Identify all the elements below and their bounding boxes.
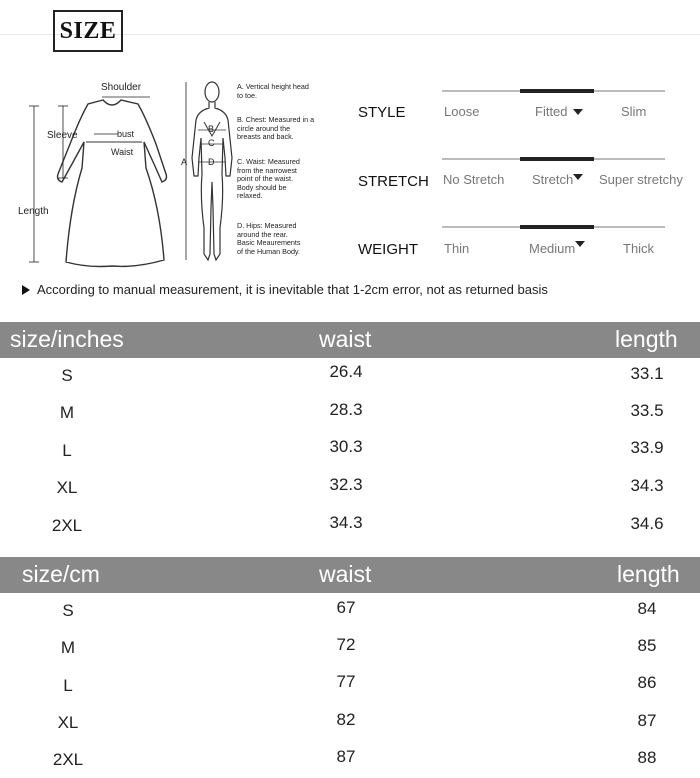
weight-caret-icon: [575, 241, 585, 247]
table-cell: 26.4: [329, 362, 363, 381]
weight-label: WEIGHT: [358, 241, 418, 258]
measurement-note-text: According to manual measurement, it is inevitable that 1-2cm error, not as returned basis: [37, 282, 548, 297]
table-cell: L: [63, 676, 73, 695]
table-cell: XL: [56, 478, 78, 497]
table-cell: 77: [336, 672, 356, 691]
note-d: D. Hips: Measured around the rear. Basic Meaurements of the Human Body.: [237, 221, 301, 256]
stretch-selected-bar: [520, 157, 594, 161]
table-cell: L: [62, 441, 72, 460]
table-cell: 87: [336, 747, 356, 766]
table-cell: M: [60, 638, 76, 657]
style-caret-icon: [573, 109, 583, 115]
table-cell: 67: [336, 598, 356, 617]
waist-label: Waist: [111, 147, 134, 157]
weight-option-medium: Medium: [529, 241, 576, 256]
inches-table-header: [0, 322, 700, 358]
table-cell: 32.3: [329, 475, 363, 494]
table-cell: 34.3: [329, 513, 363, 532]
body-figure: [180, 78, 236, 268]
inches-header-size: size/inches: [10, 326, 124, 352]
style-option-loose: Loose: [444, 104, 480, 119]
note-b: B. Chest: Measured in a circle around the breasts and back.: [237, 115, 315, 142]
table-cell: 2XL: [52, 750, 84, 769]
letter-b: B: [208, 124, 215, 134]
stretch-option-super: Super stretchy: [599, 172, 683, 187]
table-cell: S: [61, 366, 73, 385]
letter-c: C: [208, 138, 215, 148]
style-option-fitted: Fitted: [535, 104, 568, 119]
letter-a: A: [181, 157, 188, 167]
sleeve-label: Sleeve: [47, 130, 78, 141]
table-cell: 82: [336, 710, 356, 729]
table-cell: 30.3: [329, 437, 363, 456]
table-cell: 34.6: [630, 514, 664, 533]
stretch-option-no: No Stretch: [443, 172, 505, 187]
weight-option-thick: Thick: [623, 241, 655, 256]
table-cell: 85: [637, 636, 657, 655]
measurement-note: [22, 282, 548, 297]
style-option-slim: Slim: [621, 104, 647, 119]
stretch-option-stretch: Stretch: [532, 172, 574, 187]
inches-header-waist: waist: [319, 326, 372, 352]
weight-selected-bar: [520, 225, 594, 229]
table-cell: 28.3: [329, 400, 363, 419]
style-label: STYLE: [358, 104, 406, 121]
table-cell: S: [62, 601, 74, 620]
dress-diagram: [26, 78, 176, 270]
shoulder-label: Shoulder: [101, 82, 142, 93]
table-cell: 86: [637, 673, 657, 692]
table-cell: 72: [336, 635, 356, 654]
cm-header-size: size/cm: [22, 561, 100, 587]
weight-option-thin: Thin: [444, 241, 470, 256]
note-c: C. Waist: Measured from the narrowest point of the waist. Body should be relaxed.: [237, 157, 300, 201]
table-cell: M: [59, 403, 75, 422]
play-triangle-icon: [22, 285, 30, 295]
table-cell: 2XL: [51, 516, 83, 535]
table-cell: 33.1: [630, 364, 664, 383]
size-title: SIZE: [53, 10, 123, 52]
note-a: A. Vertical height head to toe.: [237, 82, 309, 100]
inches-header-length: length: [615, 326, 678, 352]
length-label: Length: [18, 206, 49, 217]
cm-table-header: [0, 557, 700, 593]
stretch-caret-icon: [573, 174, 583, 180]
table-cell: 33.5: [630, 401, 664, 420]
cm-header-length: length: [617, 561, 680, 587]
table-cell: 33.9: [630, 438, 664, 457]
bust-label: bust: [117, 129, 135, 139]
table-cell: 87: [637, 711, 657, 730]
style-selected-bar: [520, 89, 594, 93]
cm-header-waist: waist: [319, 561, 372, 587]
dress-outline: [58, 100, 167, 267]
table-cell: XL: [57, 713, 79, 732]
table-cell: 88: [637, 748, 657, 767]
stretch-label: STRETCH: [358, 173, 429, 190]
table-cell: 34.3: [630, 476, 664, 495]
letter-d: D: [208, 157, 215, 167]
table-cell: 84: [637, 599, 657, 618]
